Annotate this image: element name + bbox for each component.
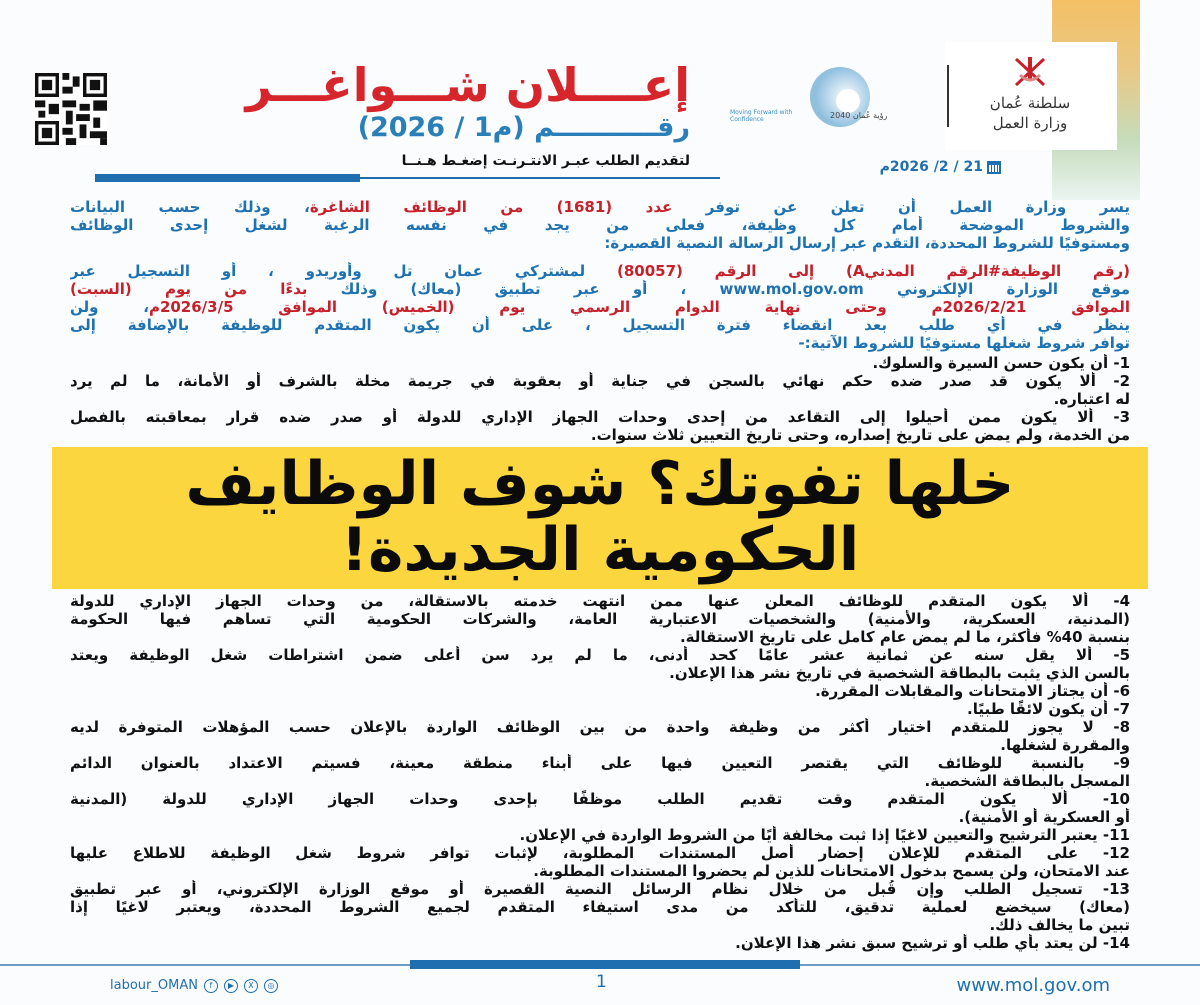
x-icon[interactable]: X [244, 979, 258, 993]
handle-text: labour_OMAN [110, 978, 198, 993]
ministry-logo [965, 55, 1095, 147]
condition-line: (معاك) سيخضع لعملية تدقيق، للتأكد من مدى استيفاء المتقدم لجميع الشروط المحددة، ويعتبر لاغيًا إذا [70, 898, 1130, 916]
intro-line [70, 298, 1130, 316]
body-text: ، وذلك حسب البيانات [70, 198, 310, 216]
announcement-date [880, 159, 1001, 175]
calendar-icon [987, 161, 1001, 174]
highlighted-text: (رقم الوظيفة#الرقم المدنيA) إلى الرقم (80057) [616, 262, 1130, 280]
condition-line: من الخدمة، ولم يمضِ على تاريخ إصداره، وحتى تاريخ التعيين ثلاث سنوات. [590, 426, 1130, 444]
date-text: 21 / 2/ 2026م [879, 159, 983, 175]
condition-line: 13- تسجيل الطلب وإن قُبل من خلال نظام الرسائل النصية القصيرة أو موقع الوزارة الإلكتروني، أو عبر تطبيق [70, 880, 1130, 898]
oman-vision-logo [730, 65, 925, 140]
oman-emblem-icon [1010, 55, 1050, 89]
instagram-icon[interactable]: ◎ [264, 979, 278, 993]
intro-line [70, 280, 1130, 298]
condition-line: 1- أن يكون حسن السيرة والسلوك. [872, 354, 1130, 372]
vision-label: رؤية عُمان 2040 [830, 111, 888, 120]
announcement-number: رقـــــــــــم (م1 / 2026) [357, 112, 690, 143]
promo-headline [52, 451, 1148, 583]
apply-online-link[interactable]: لتقديم الطلب عبـر الانتـرنـت إضغـط هـنــا [401, 153, 690, 169]
condition-line: عند الامتحان، ولن يسمح بدخول الامتحانات للذين لم يحضروا المستندات المطلوبة. [533, 862, 1130, 880]
body-text: توافر شروط شغلها مستوفيًا للشروط الآتية:- [798, 334, 1130, 352]
condition-line: 6- أن يجتاز الامتحانات والمقابلات المقررة. [815, 682, 1130, 700]
condition-line: 7- أن يكون لائقًا طبيًا. [967, 700, 1130, 718]
condition-line: (المدنية، العسكرية، والأمنية) والشخصيات الاعتبارية العامة، والشركات الحكومية التي تساهم فيها الحكومة [70, 610, 1130, 628]
condition-line: تبين ما يخالف ذلك. [989, 916, 1130, 934]
ministry-name-line1: سلطنة عُمان [989, 94, 1071, 112]
intro-line [70, 316, 1130, 334]
condition-line: 10- ألا يكون المتقدم وقت تقديم الطلب موظفًا بإحدى وحدات الجهاز الإداري للدولة (المدنية [70, 790, 1130, 808]
intro-line [70, 262, 1130, 280]
promo-line-1: خلها تفوتك؟ شوف الوظايف [185, 449, 1015, 519]
youtube-icon[interactable]: ▶ [224, 979, 238, 993]
condition-line: له اعتباره. [1053, 390, 1130, 408]
intro-line [70, 334, 1130, 352]
page-number: 1 [596, 972, 607, 992]
condition-line: 14- لن يعتد بأي طلب أو ترشيح سبق نشر هذا الإعلان. [735, 934, 1130, 952]
condition-line: 12- على المتقدم للإعلان إحضار أصل المستندات المطلوبة، لإثبات توافر شروط شغل الوظيفة للاطلاع عليها [70, 844, 1130, 862]
website-link[interactable]: www.mol.gov.om [956, 975, 1110, 996]
body-text: ، ولن [70, 298, 149, 316]
qr-code-icon[interactable] [35, 70, 107, 148]
vision-swirl-icon [730, 65, 925, 140]
condition-line: أو العسكرية أو الأمنية). [958, 808, 1130, 826]
condition-line: المسجل بالبطاقة الشخصية. [924, 772, 1130, 790]
body-text: والشروط الموضحة أمام كل وظيفة، فعلى من يجد في نفسه الرغبة لشغل إحدى الوظائف [70, 216, 1130, 234]
header-accent-bar [95, 174, 360, 182]
condition-line: 5- ألا يقل سنه عن ثمانية عشر عامًا كحد أدنى، ما لم يرد سن أعلى ضمن اشتراطات شغل الوظيفة ويعتد [70, 646, 1130, 664]
social-handle[interactable] [110, 978, 278, 993]
vision-tagline: Moving Forward with Confidence [730, 109, 793, 123]
ministry-name-line2: وزارة العمل [992, 114, 1068, 132]
condition-line: 2- ألا يكون قد صدر ضده حكم نهائي بالسجن في جناية أو بعقوبة في جريمة مخلة بالشرف أو الأمانة، ما لم يرد [70, 372, 1130, 390]
body-text: موقع الوزارة الإلكتروني www.mol.gov.om ، أو عبر تطبيق (معاك) وذلك [307, 280, 1130, 298]
highlighted-text: الموافق 2026/2/21م وحتى نهاية الدوام الرسمي يوم (الخميس) الموافق 2026/3/5م [148, 298, 1130, 316]
footer-accent-bar [410, 960, 800, 969]
body-text: يسر وزارة العمل أن تعلن عن توفر [672, 198, 1130, 216]
condition-line: 3- ألا يكون ممن أحيلوا إلى التقاعد من إحدى وحدات الجهاز الإداري للدولة أو صدر ضده قرار بمعاقبته بالفصل [70, 408, 1130, 426]
body-text: لمشتركي عمان تل وأوريدو ، أو التسجيل عبر [70, 262, 617, 280]
intro-line [70, 216, 1130, 234]
highlighted-text: عدد (1681) من الوظائف الشاغرة [309, 198, 673, 216]
highlighted-text: بدءًا من يوم (السبت) [70, 280, 308, 298]
condition-line: 4- ألا يكون المتقدم للوظائف المعلن عنها ممن انتهت خدمته بالاستقالة، من وحدات الجهاز الإداري للدولة [70, 592, 1130, 610]
body-text: ومستوفيًا للشروط المحددة، التقدم عبر إرسال الرسالة النصية القصيرة: [604, 234, 1130, 252]
header-divider-line [360, 177, 720, 179]
condition-line: والمقررة لشغلها. [1000, 736, 1130, 754]
body-text: ينظر في أي طلب بعد انقضاء فترة التسجيل ، على أن يكون المتقدم للوظيفة بالإضافة إلى [70, 316, 1130, 334]
facebook-icon[interactable]: f [204, 979, 218, 993]
condition-line: 11- يعتبر الترشيح والتعيين لاغيًا إذا ثبت مخالفة أيًا من الشروط الواردة في الإعلان. [519, 826, 1130, 844]
condition-line: 9- بالنسبة للوظائف التي يقتصر التعيين فيها على أبناء منطقة معينة، فسيتم الاعتداد بالعنوان الدائم [70, 754, 1130, 772]
intro-line [70, 198, 1130, 216]
condition-line: بنسبة 40% فأكثر، ما لم يمضِ عام كامل على تاريخ الاستقالة. [679, 628, 1130, 646]
logo-divider [947, 65, 949, 127]
announcement-title: إعــــلان شـــواغـــر [245, 58, 690, 112]
condition-line: 8- لا يجوز للمتقدم اختيار أكثر من وظيفة واحدة من بين الوظائف الواردة بالإعلان حسب المؤهلات المتوفرة لديه [70, 718, 1130, 736]
condition-line: بالسن الذي يثبت بالبطاقة الشخصية في تاريخ نشر هذا الإعلان. [669, 664, 1130, 682]
promo-line-2: الحكومية الجديدة! [340, 515, 860, 585]
intro-line [70, 234, 1130, 252]
